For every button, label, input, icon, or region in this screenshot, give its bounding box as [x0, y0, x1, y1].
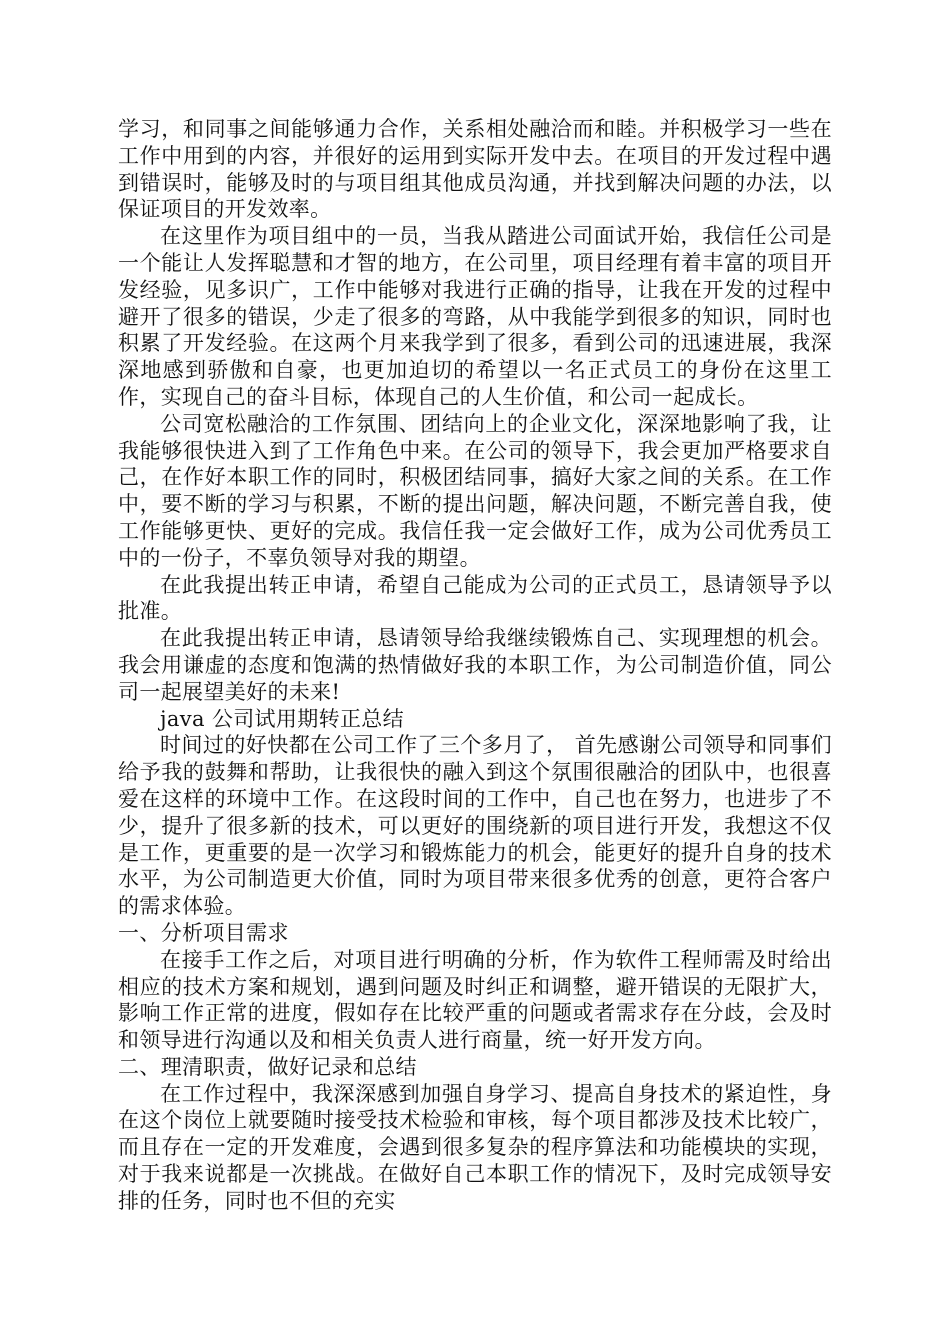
paragraph: 在接手工作之后，对项目进行明确的分析，作为软件工程师需及时给出相应的技术方案和规划，遇到问题及时纠正和调整，避开错误的无限扩大，影响工作正常的进度，假如存在比较严重的问题或者需求存在分歧，会及时和领导进行沟通以及和相关负责人进行商量，统一好开发方向。 — [118, 947, 832, 1053]
section-heading: 一、分析项目需求 — [118, 920, 289, 945]
paragraph: 在此我提出转正申请，恳请领导给我继续锻炼自己、实现理想的机会。我会用谦虚的态度和饱满的热情做好我的本职工作，为公司制造价值，同公司一起展望美好的未来! — [118, 626, 832, 704]
paragraph: 公司宽松融洽的工作氛围、团结向上的企业文化，深深地影响了我，让我能够很快进入到了工作角色中来。在公司的领导下，我会更加严格要求自己，在作好本职工作的同时，积极团结同事，搞好大家之间的关系。在工作中，要不断的学习与积累，不断的提出问题，解决问题，不断完善自我，使工作能够更快、更好的完成。我信任我一定会做好工作，成为公司优秀员工中的一份子，不辜负领导对我的期望。 — [118, 411, 832, 570]
document-page — [118, 116, 832, 1215]
paragraph: 在此我提出转正申请，希望自己能成为公司的正式员工，恳请领导予以批准。 — [118, 572, 832, 624]
section-title: java 公司试用期转正总结 — [160, 706, 404, 731]
paragraph-continued: 学习，和同事之间能够通力合作，关系相处融洽而和睦。并积极学习一些在工作中用到的内容，并很好的运用到实际开发中去。在项目的开发过程中遇到错误时，能够及时的与项目组其他成员沟通，并找到解决问题的办法，以保证项目的开发效率。 — [118, 117, 832, 222]
paragraph: 在这里作为项目组中的一员，当我从踏进公司面试开始，我信任公司是一个能让人发挥聪慧和才智的地方，在公司里，项目经理有着丰富的项目开发经验，见多识广，工作中能够对我进行正确的指导，让我在开发的过程中避开了很多的错误，少走了很多的弯路，从中我能学到很多的知识，同时也积累了开发经验。在这两个月来我学到了很多，看到公司的迅速进展，我深深地感到骄傲和自豪，也更加迫切的希望以一名正式员工的身份在这里工作，实现自己的奋斗目标，体现自己的人生价值，和公司一起成长。 — [118, 224, 832, 409]
paragraph: 时间过的好快都在公司工作了三个多月了， 首先感谢公司领导和同事们给予我的鼓舞和帮助，让我很快的融入到这个氛围很融洽的团队中，也很喜爱在这样的环境中工作。在这段时间的工作中，自己也在努力，也进步了不少，提升了很多新的技术，可以更好的围绕新的项目进行开发，我想这不仅是工作，更重要的是一次学习和锻炼能力的机会，能更好的提升自身的技术水平，为公司制造更大价值，同时为项目带来很多优秀的创意，更符合客户的需求体验。 — [118, 733, 832, 919]
section-heading: 二、理清职责，做好记录和总结 — [118, 1054, 417, 1079]
paragraph: 在工作过程中，我深深感到加强自身学习、提高自身技术的紧迫性，身在这个岗位上就要随时接受技术检验和审核，每个项目都涉及技术比较广，而且存在一定的开发难度，会遇到很多复杂的程序算法和功能模块的实现，对于我来说都是一次挑战。在做好自己本职工作的情况下，及时完成领导安排的任务，同时也不但的充实 — [118, 1081, 832, 1213]
